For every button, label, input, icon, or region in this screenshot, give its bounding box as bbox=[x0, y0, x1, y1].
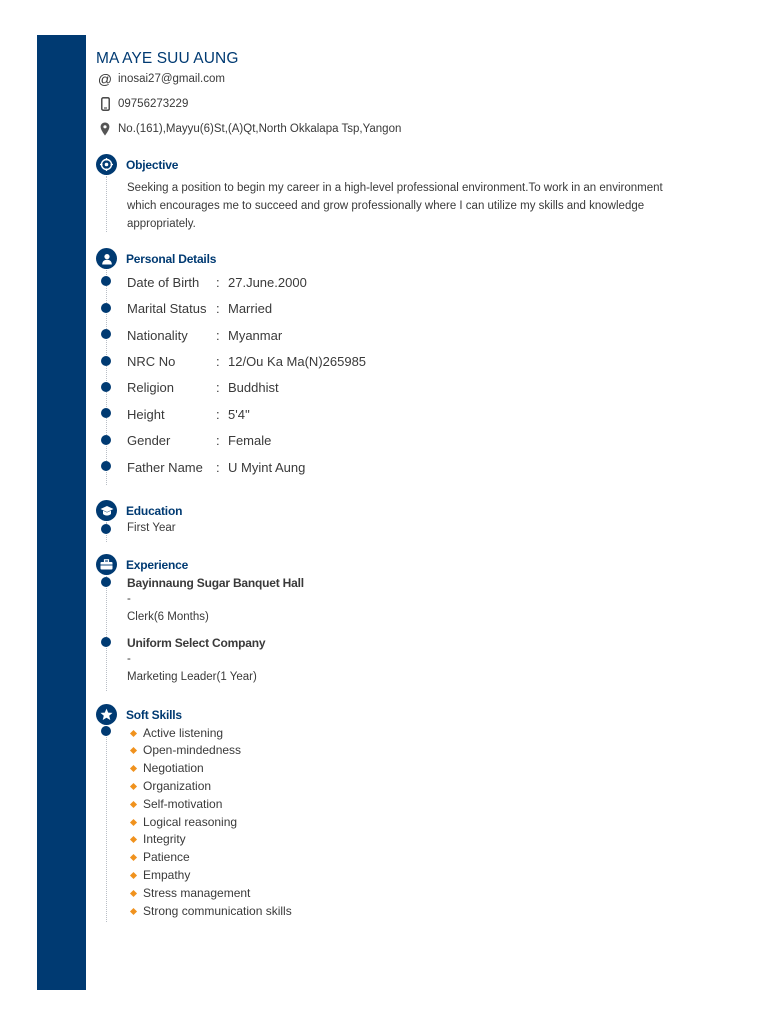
detail-label: Nationality bbox=[127, 327, 188, 343]
detail-label: Marital Status bbox=[127, 300, 207, 316]
timeline-dot bbox=[101, 329, 111, 339]
detail-value: 27.June.2000 bbox=[228, 274, 307, 290]
graduation-cap-icon bbox=[96, 500, 117, 521]
contact-phone bbox=[96, 96, 188, 112]
skill-item bbox=[131, 796, 222, 812]
experience-company: Uniform Select Company bbox=[127, 636, 266, 650]
detail-separator: : bbox=[216, 406, 220, 422]
detail-separator: : bbox=[216, 274, 220, 290]
timeline-dot bbox=[101, 524, 111, 534]
detail-value: Myanmar bbox=[228, 327, 283, 343]
timeline-dot bbox=[101, 726, 111, 736]
phone-text: 09756273229 bbox=[118, 98, 189, 110]
bullet-diamond-icon bbox=[130, 835, 137, 842]
experience-dash: - bbox=[127, 593, 131, 605]
detail-label: Gender bbox=[127, 432, 171, 448]
timeline-dot bbox=[101, 577, 111, 587]
skill-item bbox=[131, 725, 223, 741]
detail-value: 12/Ou Ka Ma(N)265985 bbox=[228, 353, 367, 369]
contact-address bbox=[96, 121, 401, 137]
email-text: inosai27@gmail.com bbox=[118, 73, 225, 85]
skill-label: Active listening bbox=[143, 726, 224, 740]
objective-text bbox=[127, 179, 727, 233]
skill-label: Patience bbox=[143, 850, 190, 864]
bullet-diamond-icon bbox=[130, 907, 137, 914]
map-pin-icon bbox=[96, 122, 114, 136]
target-icon bbox=[96, 154, 117, 175]
detail-row-marital-status bbox=[127, 299, 272, 317]
detail-row-nationality bbox=[127, 326, 282, 344]
skill-label: Self-motivation bbox=[143, 797, 223, 811]
candidate-name: MA AYE SUU AUNG bbox=[96, 50, 239, 67]
skill-label: Negotiation bbox=[143, 761, 204, 775]
bullet-diamond-icon bbox=[130, 800, 137, 807]
skill-item bbox=[131, 778, 211, 794]
detail-row-gender bbox=[127, 431, 271, 449]
timeline-dot bbox=[101, 382, 111, 392]
detail-row-father-name bbox=[127, 458, 305, 476]
education-item: First Year bbox=[127, 522, 176, 534]
bullet-diamond-icon bbox=[130, 764, 137, 771]
bullet-diamond-icon bbox=[130, 853, 137, 860]
detail-label: Height bbox=[127, 406, 165, 422]
experience-role: Marketing Leader(1 Year) bbox=[127, 671, 257, 683]
address-text: No.(161),Mayyu(6)St,(A)Qt,North Okkalapa Tsp,Yangon bbox=[118, 123, 402, 135]
person-icon bbox=[96, 248, 117, 269]
bullet-diamond-icon bbox=[130, 729, 137, 736]
skill-label: Strong communication skills bbox=[143, 904, 292, 918]
skill-item bbox=[131, 831, 186, 847]
timeline-dot bbox=[101, 356, 111, 366]
education-heading: Education bbox=[126, 504, 183, 518]
detail-row-nrc-no bbox=[127, 352, 366, 370]
experience-dash: - bbox=[127, 653, 131, 665]
objective-line: Seeking a position to begin my career in a high-level professional environment.To work in an environment bbox=[127, 182, 663, 194]
detail-value: U Myint Aung bbox=[228, 459, 306, 475]
experience-company: Bayinnaung Sugar Banquet Hall bbox=[127, 576, 304, 590]
detail-value: Female bbox=[228, 432, 272, 448]
skill-item bbox=[131, 903, 292, 919]
detail-separator: : bbox=[216, 432, 220, 448]
star-icon bbox=[96, 704, 117, 725]
detail-label: Religion bbox=[127, 379, 174, 395]
detail-label: Date of Birth bbox=[127, 274, 200, 290]
briefcase-icon bbox=[96, 554, 117, 575]
mobile-phone-icon bbox=[96, 97, 114, 111]
skill-label: Integrity bbox=[143, 832, 186, 846]
soft-skills-heading: Soft Skills bbox=[126, 708, 182, 722]
detail-separator: : bbox=[216, 353, 220, 369]
objective-line: which encourages me to succeed and grow professionally where I can utilize my skills and knowledge bbox=[127, 200, 645, 212]
detail-value: 5'4'' bbox=[228, 406, 250, 422]
detail-label: NRC No bbox=[127, 353, 176, 369]
contact-email bbox=[96, 71, 225, 87]
sidebar-bar bbox=[37, 35, 86, 990]
detail-row-height bbox=[127, 405, 250, 423]
personal-details-heading: Personal Details bbox=[126, 252, 217, 266]
skill-label: Organization bbox=[143, 779, 212, 793]
bullet-diamond-icon bbox=[130, 782, 137, 789]
skill-item bbox=[131, 885, 250, 901]
detail-separator: : bbox=[216, 327, 220, 343]
at-sign-icon: @ bbox=[97, 71, 113, 87]
skills-timeline bbox=[106, 726, 107, 922]
timeline-dot bbox=[101, 461, 111, 471]
skill-label: Empathy bbox=[143, 868, 191, 882]
experience-role: Clerk(6 Months) bbox=[127, 611, 209, 623]
detail-separator: : bbox=[216, 300, 220, 316]
skill-item bbox=[131, 814, 237, 830]
detail-value: Married bbox=[228, 300, 273, 316]
experience-heading: Experience bbox=[126, 558, 189, 572]
skill-item bbox=[131, 760, 204, 776]
detail-row-date-of-birth bbox=[127, 273, 307, 291]
bullet-diamond-icon bbox=[130, 889, 137, 896]
detail-label: Father Name bbox=[127, 459, 203, 475]
skill-item bbox=[131, 867, 190, 883]
experience-timeline bbox=[106, 576, 107, 691]
skill-label: Logical reasoning bbox=[143, 815, 238, 829]
objective-heading: Objective bbox=[126, 158, 179, 172]
timeline-dot bbox=[101, 276, 111, 286]
detail-value: Buddhist bbox=[228, 379, 279, 395]
objective-timeline bbox=[106, 176, 107, 232]
detail-separator: : bbox=[216, 379, 220, 395]
bullet-diamond-icon bbox=[130, 871, 137, 878]
skill-label: Open-mindedness bbox=[143, 743, 242, 757]
timeline-dot bbox=[101, 435, 111, 445]
detail-separator: : bbox=[216, 459, 220, 475]
detail-row-religion bbox=[127, 378, 279, 396]
bullet-diamond-icon bbox=[130, 746, 137, 753]
timeline-dot bbox=[101, 637, 111, 647]
skill-item bbox=[131, 849, 190, 865]
timeline-dot bbox=[101, 303, 111, 313]
skill-label: Stress management bbox=[143, 886, 251, 900]
objective-line: appropriately. bbox=[127, 218, 196, 230]
timeline-dot bbox=[101, 408, 111, 418]
skill-item bbox=[131, 742, 241, 758]
bullet-diamond-icon bbox=[130, 818, 137, 825]
